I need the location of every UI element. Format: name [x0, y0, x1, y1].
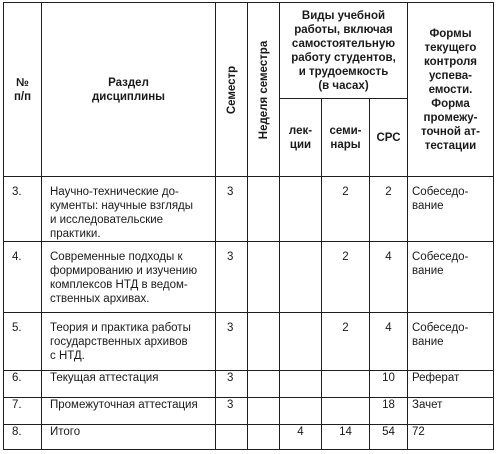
row-semester [216, 425, 248, 450]
row-srs: 2 [370, 177, 408, 242]
header-name [42, 3, 216, 177]
row-section-name: Современные подходы к формированию и изучению комплексов НТД в ведом- ственных архивах. [42, 242, 216, 313]
row-seminars: 14 [322, 425, 370, 450]
row-seminars: 2 [322, 313, 370, 371]
header-srs-text: СРС [376, 131, 401, 144]
row-num: 5. [4, 313, 42, 371]
row-semester: 3 [216, 371, 248, 398]
row-control-form: Реферат [408, 371, 494, 398]
row-srs: 54 [370, 425, 408, 450]
row-semester: 3 [216, 177, 248, 242]
row-semester: 3 [216, 398, 248, 425]
header-num-text: № п/п [13, 76, 32, 103]
header-row-1 [4, 3, 494, 99]
header-types-text: Виды учебной работы, включая самостоятельную работу студентов, и трудоемкость (в часах) [291, 9, 396, 92]
row-lectures [280, 177, 322, 242]
row-section-name: Теория и практика работы государственных архивов с НТД. [42, 313, 216, 371]
row-week [248, 371, 280, 398]
row-week [248, 425, 280, 450]
header-semester [216, 3, 248, 177]
row-seminars [322, 371, 370, 398]
row-num: 6. [4, 371, 42, 398]
curriculum-table [3, 2, 494, 450]
header-forms [408, 3, 494, 177]
header-seminars-text: семи- нары [329, 124, 362, 151]
row-seminars: 2 [322, 177, 370, 242]
row-section-name: Итого [42, 425, 216, 450]
table-row [4, 313, 494, 371]
row-num: 7. [4, 398, 42, 425]
header-lectures [280, 99, 322, 177]
header-name-text: Раздел дисциплины [92, 76, 165, 103]
row-srs: 18 [370, 398, 408, 425]
row-week [248, 242, 280, 313]
row-seminars: 2 [322, 242, 370, 313]
header-lectures-text: лек- ции [288, 124, 313, 151]
row-week [248, 313, 280, 371]
row-section-name: Текущая аттестация [42, 371, 216, 398]
row-lectures [280, 313, 322, 371]
row-num: 8. [4, 425, 42, 450]
header-forms-text: Формы текущего контроля успева- емости. Форма промежу- точной ат- тестации [421, 27, 480, 152]
row-lectures [280, 398, 322, 425]
row-lectures [280, 242, 322, 313]
row-section-name: Научно-технические до- кументы: научные взгляды и исследовательские практики. [42, 177, 216, 242]
row-section-name: Промежуточная аттестация [42, 398, 216, 425]
row-srs: 4 [370, 242, 408, 313]
table-row [4, 398, 494, 425]
row-control-form: 72 [408, 425, 494, 450]
header-week [248, 3, 280, 177]
row-semester: 3 [216, 313, 248, 371]
row-week [248, 398, 280, 425]
row-control-form: Зачет [408, 398, 494, 425]
row-control-form: Собеседо- вание [408, 313, 494, 371]
header-num [4, 3, 42, 177]
table-row [4, 425, 494, 450]
row-control-form: Собеседо- вание [408, 177, 494, 242]
header-semester-text: Семестр [225, 65, 238, 114]
table-row [4, 177, 494, 242]
row-num: 4. [4, 242, 42, 313]
row-control-form: Собеседо- вание [408, 242, 494, 313]
header-week-text: Неделя семестра [257, 40, 270, 139]
table-row [4, 242, 494, 313]
row-seminars [322, 398, 370, 425]
row-srs: 4 [370, 313, 408, 371]
table-row [4, 371, 494, 398]
row-lectures [280, 371, 322, 398]
row-num: 3. [4, 177, 42, 242]
row-srs: 10 [370, 371, 408, 398]
header-seminars [322, 99, 370, 177]
row-lectures: 4 [280, 425, 322, 450]
row-week [248, 177, 280, 242]
row-semester: 3 [216, 242, 248, 313]
header-srs [370, 99, 408, 177]
header-types [280, 3, 408, 99]
